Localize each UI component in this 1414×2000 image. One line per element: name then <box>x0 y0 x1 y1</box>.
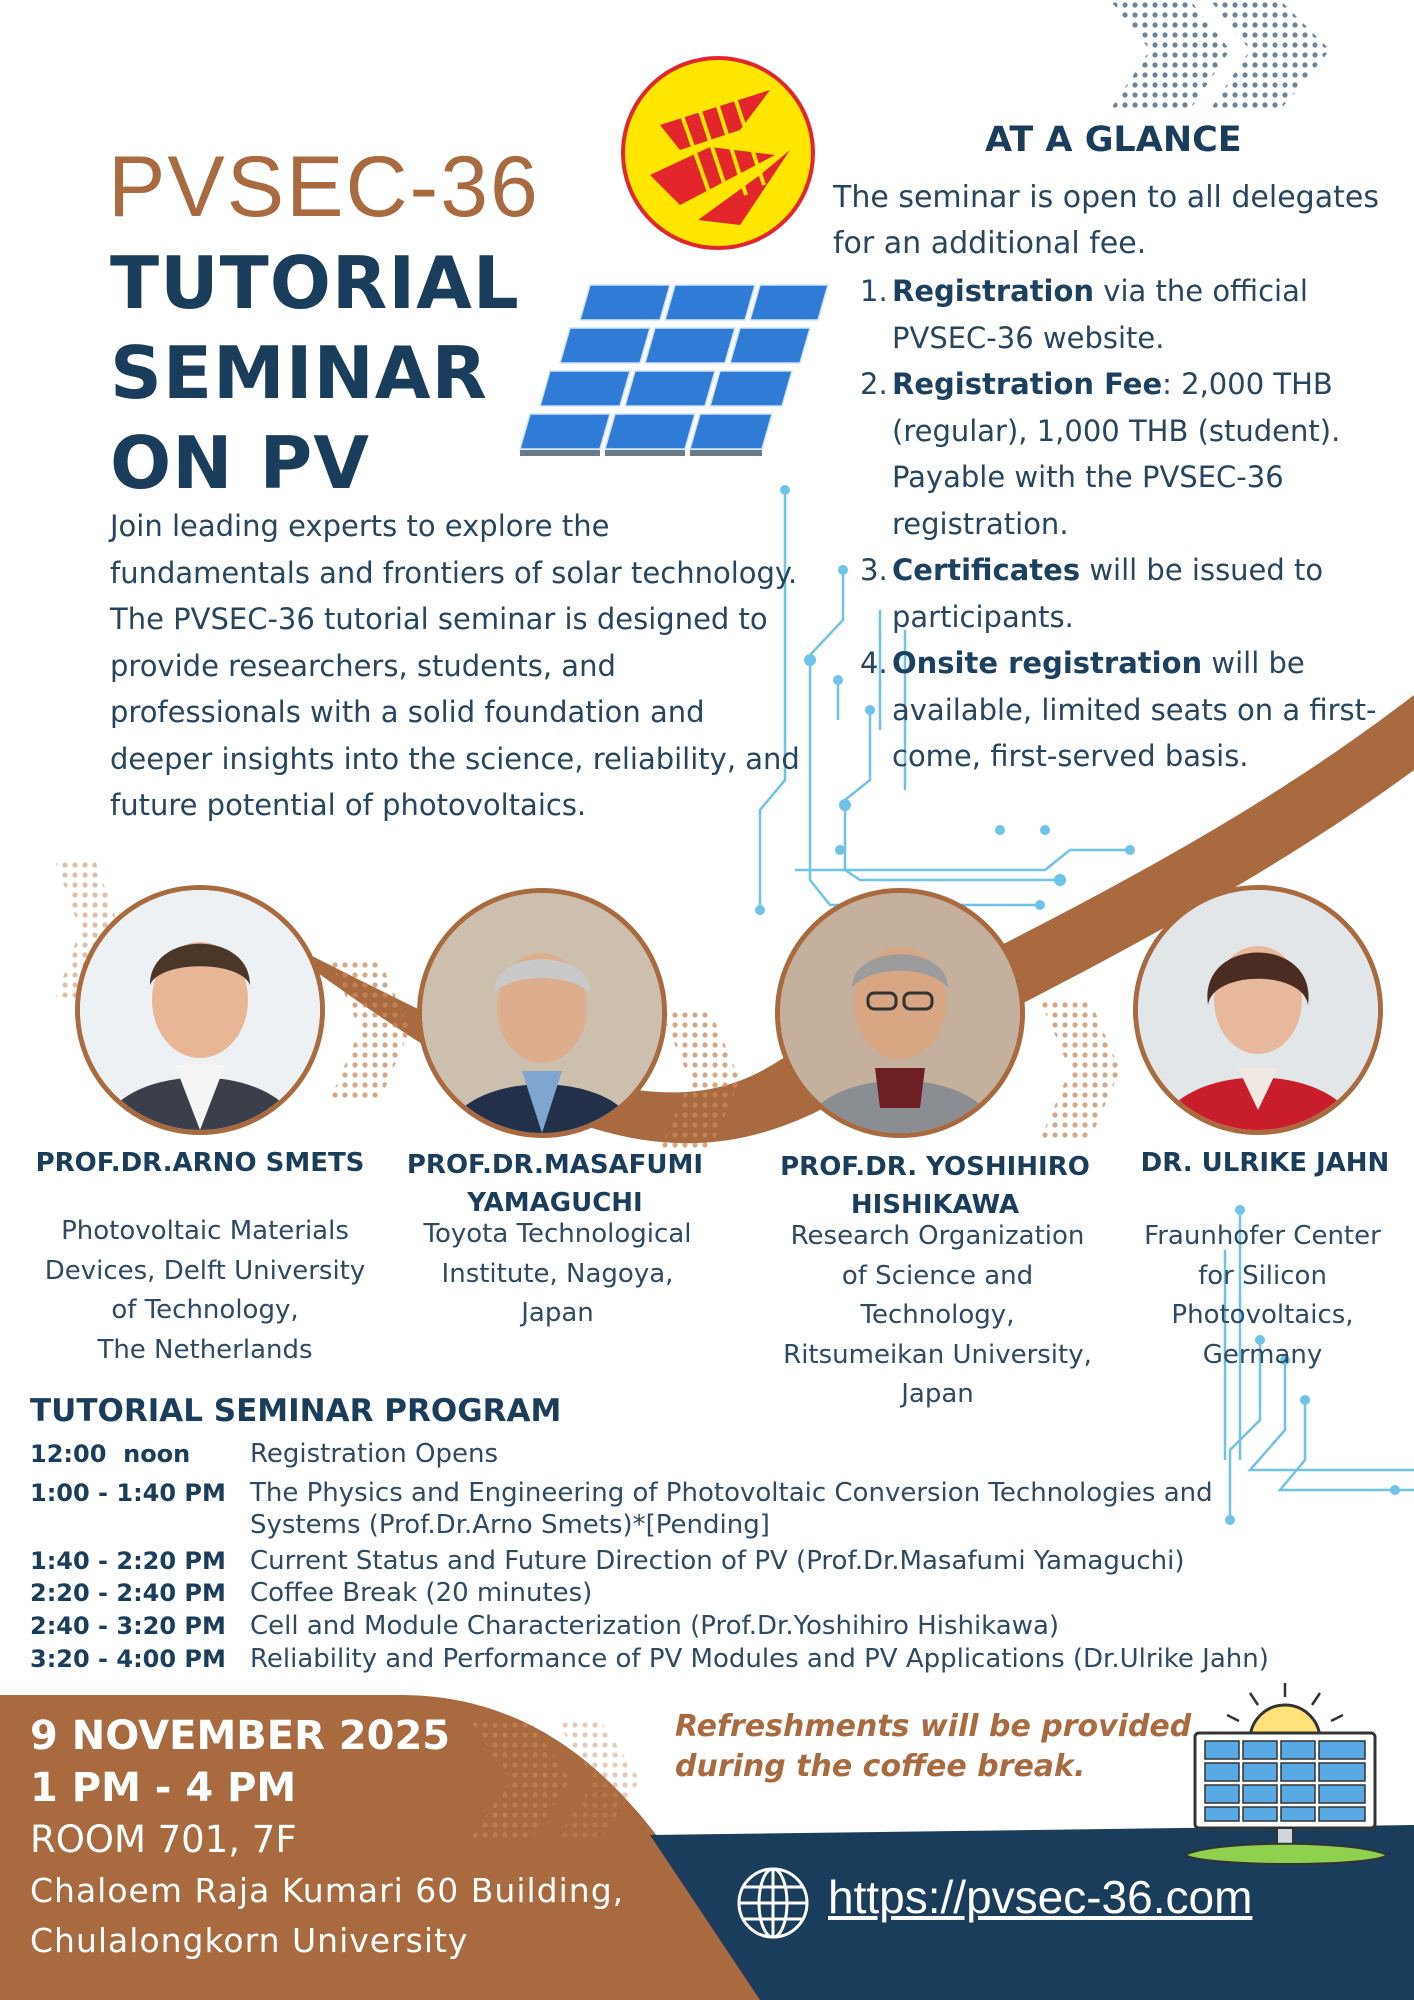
program-time: 12:00 noon <box>30 1440 191 1468</box>
program-desc: Current Status and Future Direction of PV (Prof.Dr.Masafumi Yamaguchi) <box>250 1546 1185 1576</box>
program-row <box>30 1577 1410 1610</box>
speaker-affiliation: Fraunhofer Center for Silicon Photovoltaics, Germany <box>1144 1221 1381 1370</box>
program-time: 2:20 - 2:40 PM <box>30 1579 226 1607</box>
page-title <box>110 238 520 508</box>
program-time: 1:40 - 2:20 PM <box>30 1547 226 1575</box>
event-date: 9 NOVEMBER 2025 <box>30 1713 451 1759</box>
speaker-name: PROF.DR. YOSHIHIRO HISHIKAWA <box>780 1152 1090 1220</box>
speaker-affiliation: Toyota Technological Institute, Nagoya, Japan <box>423 1219 692 1328</box>
title-line: ON PV <box>110 421 371 505</box>
glance-title: AT A GLANCE <box>985 120 1242 160</box>
speaker-photo-jahn <box>1133 885 1383 1135</box>
speaker-photo-yamaguchi <box>417 888 667 1138</box>
speaker-photo-smets <box>75 885 325 1135</box>
chevron-dots <box>1110 0 1330 110</box>
speaker-name: DR. ULRIKE JAHN <box>1140 1148 1390 1178</box>
program-title: TUTORIAL SEMINAR PROGRAM <box>30 1393 562 1429</box>
program-desc: The Physics and Engineering of Photovoltaic Conversion Technologies and Systems (Prof.Dr.Arno Smets)*[Pending] <box>250 1478 1213 1540</box>
title-line: SEMINAR <box>110 331 488 415</box>
glance-item: 4. Onsite registration will be available, limited seats on a first-come, first-served basis. <box>860 646 1377 773</box>
title-line: TUTORIAL <box>110 241 520 325</box>
program-time: 2:40 - 3:20 PM <box>30 1612 226 1640</box>
website-link[interactable]: https://pvsec-36.com <box>828 1871 1253 1923</box>
speaker-name: PROF.DR.MASAFUMI YAMAGUCHI <box>406 1150 704 1218</box>
logo-mark <box>620 55 816 251</box>
globe-icon <box>735 1865 811 1941</box>
intro-paragraph: Join leading experts to explore the fundamentals and frontiers of solar technology. The PVSEC-36 tutorial seminar is designed to provide researchers, students, and professionals with a solid foundation and deeper insights into the science, reliability, and future potential of photovoltaics. <box>110 509 800 822</box>
program-desc: Cell and Module Characterization (Prof.Dr.Yoshihiro Hishikawa) <box>250 1611 1060 1641</box>
speaker-affiliation: Research Organization of Science and Technology, Ritsumeikan University, Japan <box>783 1221 1092 1409</box>
program-desc: Registration Opens <box>250 1439 499 1469</box>
event-details <box>30 1710 624 1966</box>
event-university: Chulalongkorn University <box>30 1921 469 1960</box>
program-row <box>30 1545 1410 1577</box>
program-desc: Coffee Break (20 minutes) <box>250 1578 593 1608</box>
glance-item: 2. Registration Fee: 2,000 THB (regular), 1,000 THB (student). Payable with the PVSEC-36 registration. <box>860 367 1341 541</box>
program-row <box>30 1610 1410 1643</box>
program-row <box>30 1477 1410 1545</box>
event-building: Chaloem Raja Kumari 60 Building, <box>30 1871 625 1910</box>
speaker-affiliation: Photovoltaic Materials Devices, Delft University of Technology, The Netherlands <box>44 1216 366 1365</box>
program-row <box>30 1643 1410 1676</box>
speaker-photo-hishikawa <box>775 888 1025 1138</box>
event-room: ROOM 701, 7F <box>30 1818 297 1861</box>
glance-lead: The seminar is open to all delegates for an additional fee. <box>833 180 1379 261</box>
program-row <box>30 1437 1410 1477</box>
program-desc: Reliability and Performance of PV Modules and PV Applications (Dr.Ulrike Jahn) <box>250 1644 1269 1674</box>
program-time: 3:20 - 4:00 PM <box>30 1645 226 1673</box>
program-time: 1:00 - 1:40 PM <box>30 1479 226 1507</box>
speaker-name: PROF.DR.ARNO SMETS <box>35 1148 365 1178</box>
glance-item: 1. Registration via the official PVSEC-36 website. <box>860 274 1308 355</box>
solar-panel-sun-icon <box>1175 1675 1395 1870</box>
glance-list <box>860 268 1400 780</box>
event-code: PVSEC-36 <box>108 139 540 235</box>
refreshments-note: Refreshments will be provided during the coffee break. <box>675 1709 1192 1784</box>
program-table <box>30 1437 1410 1676</box>
glance-item: 3. Certificates will be issued to participants. <box>860 553 1324 634</box>
solar-panel-array <box>510 280 830 465</box>
event-time: 1 PM - 4 PM <box>30 1765 297 1811</box>
